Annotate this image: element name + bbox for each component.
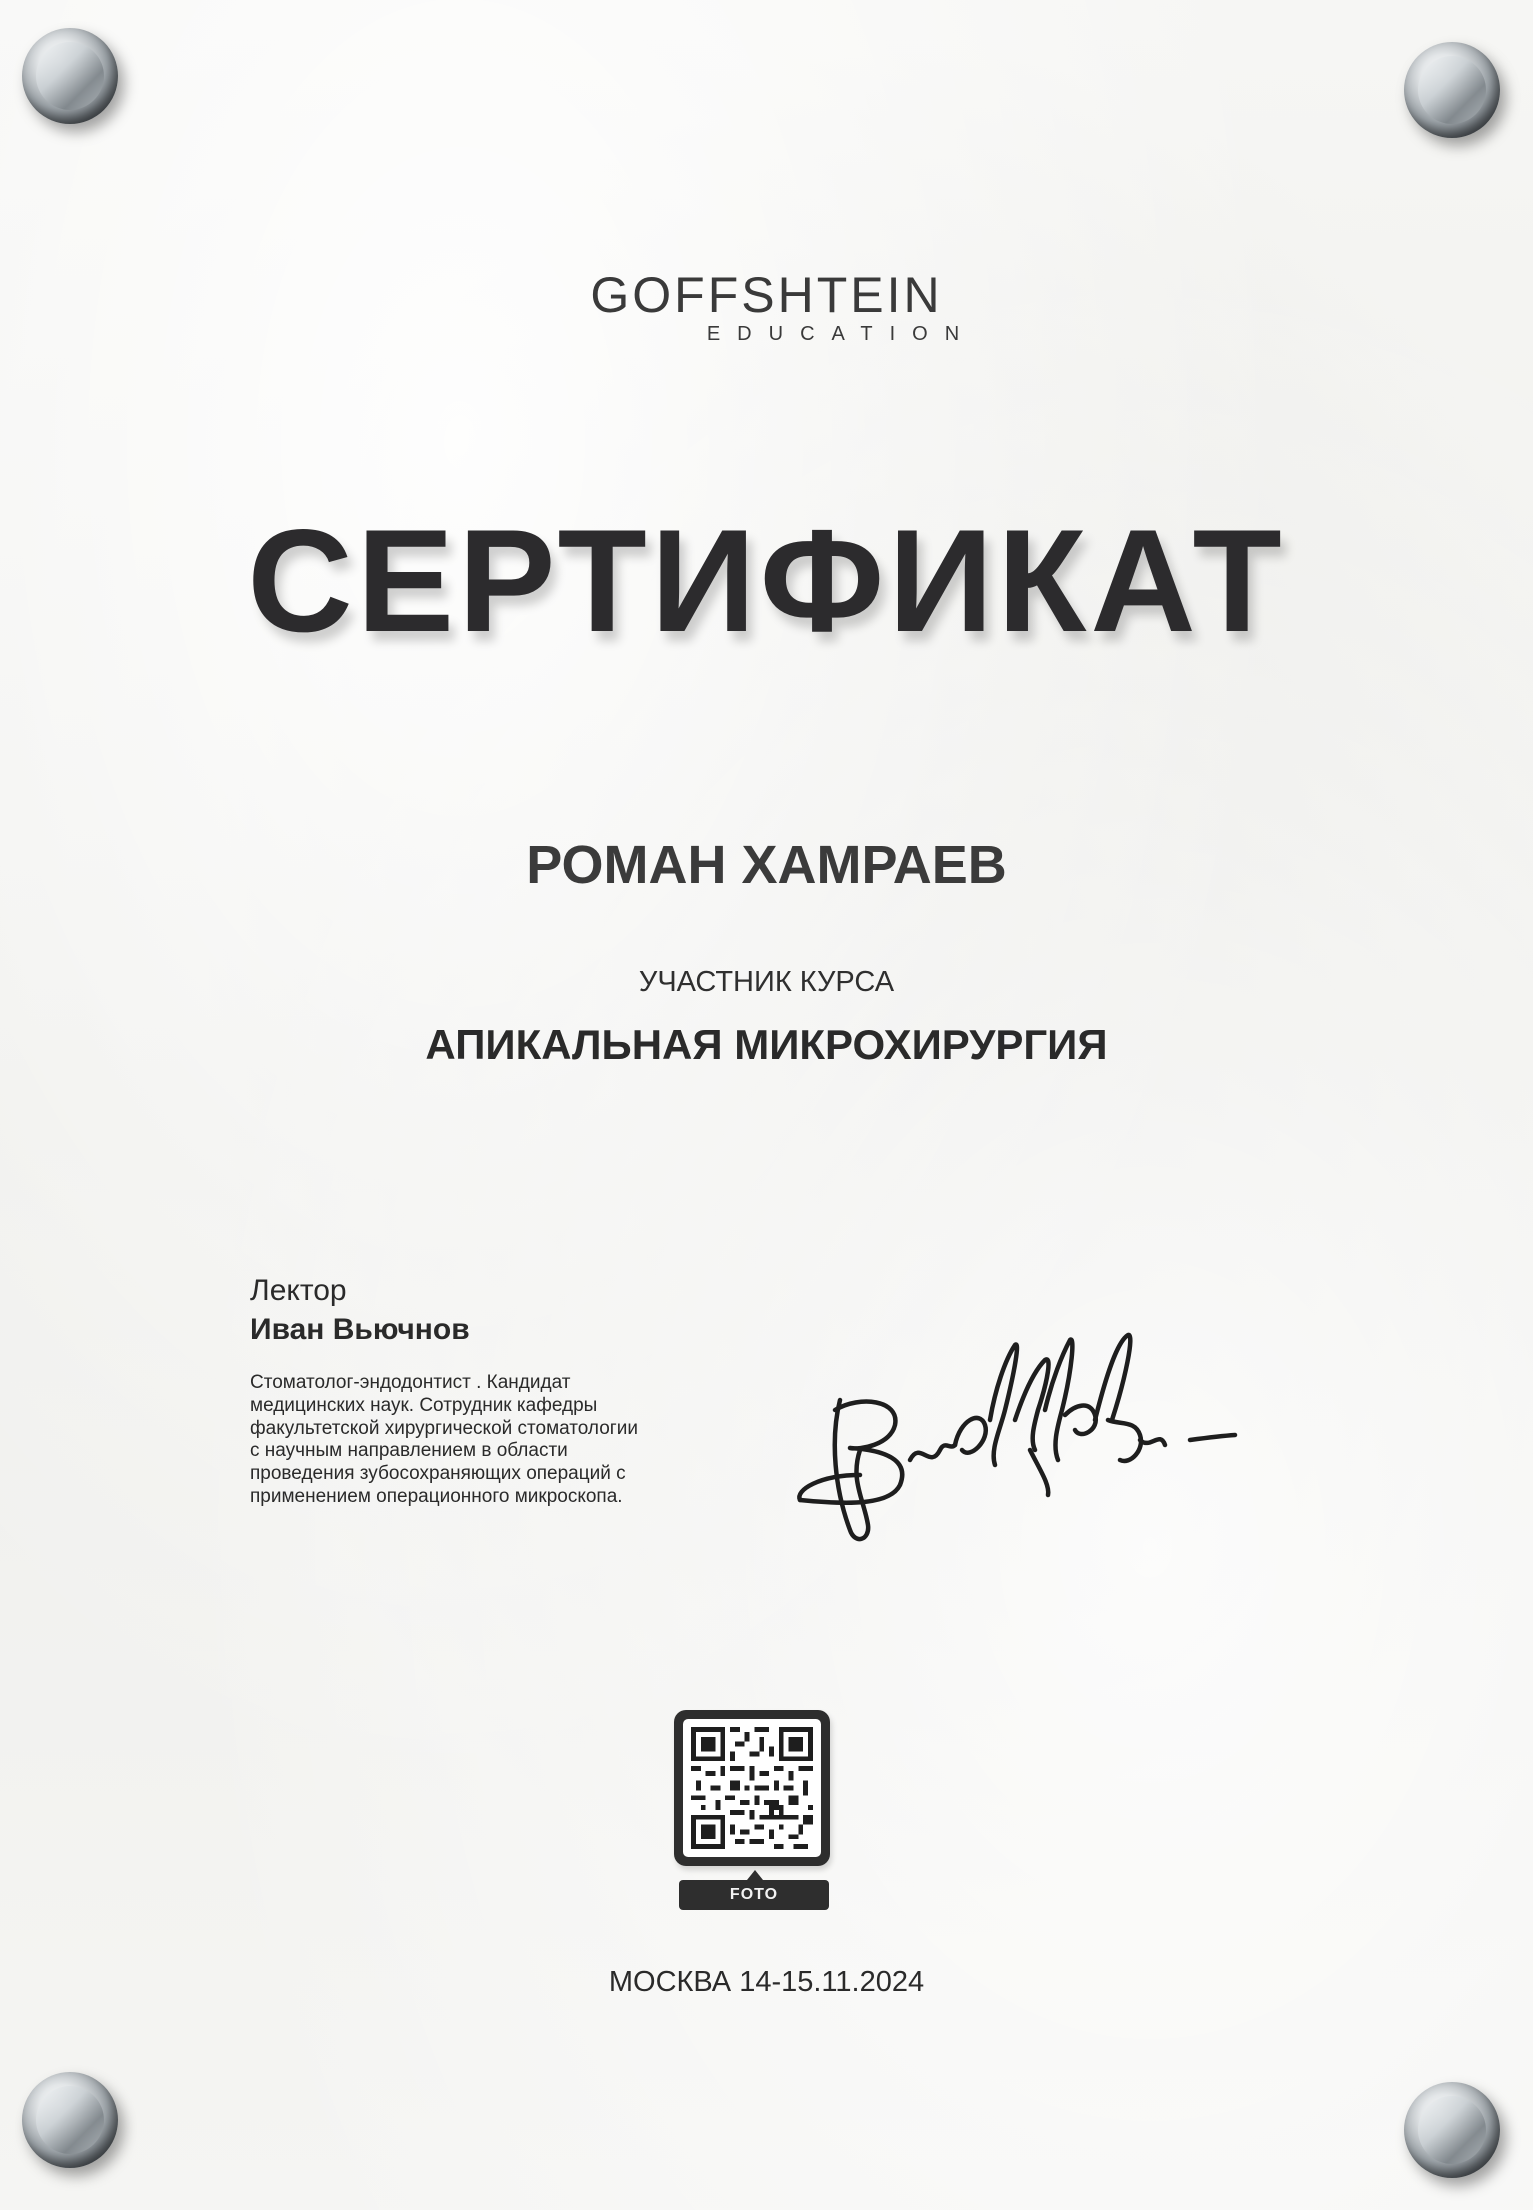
qr-code-frame [674, 1710, 830, 1866]
lecturer-bio-line: применением операционного микроскопа. [250, 1485, 623, 1507]
mounting-bolt-icon [22, 28, 118, 124]
course-name: АПИКАЛЬНАЯ МИКРОХИРУРГИЯ [425, 1021, 1108, 1068]
lecturer-bio [250, 1372, 710, 1509]
lecturer-bio-line: медицинских наук. Сотрудник кафедры [250, 1394, 598, 1416]
participant-label: УЧАСТНИК КУРСА [638, 966, 895, 998]
certificate-title: СЕРТИФИКАТ [247, 499, 1286, 662]
qr-code-block[interactable] [674, 1710, 834, 1910]
lecturer-name: Иван Вьючнов [250, 1313, 470, 1346]
lecturer-bio-line: проведения зубосохраняющих операций с [250, 1463, 626, 1485]
logo-subtitle: EDUCATION [706, 323, 977, 345]
lecturer-bio-line: Стоматолог-эндодонтист . Кандидат [250, 1372, 571, 1393]
mounting-bolt-icon [1404, 42, 1500, 138]
qr-foto-label: FOTO [679, 1880, 829, 1910]
logo-wordmark: GOFFSHTEIN [590, 267, 943, 323]
handwritten-signature-icon [790, 1300, 1270, 1560]
mounting-bolt-icon [22, 2072, 118, 2168]
brand-logo [0, 267, 1533, 345]
lecturer-bio-line: факультетской хирургической стоматологии [250, 1417, 638, 1439]
lecturer-label: Лектор [250, 1274, 347, 1307]
recipient-name: РОМАН ХАМРАЕВ [526, 835, 1007, 895]
mounting-bolt-icon [1404, 2082, 1500, 2178]
lecturer-bio-line: с научным направлением в области [250, 1440, 568, 1462]
city-date: МОСКВА 14-15.11.2024 [608, 1966, 925, 1998]
qr-code-icon [683, 1719, 821, 1857]
lecturer-block [250, 1274, 710, 1509]
